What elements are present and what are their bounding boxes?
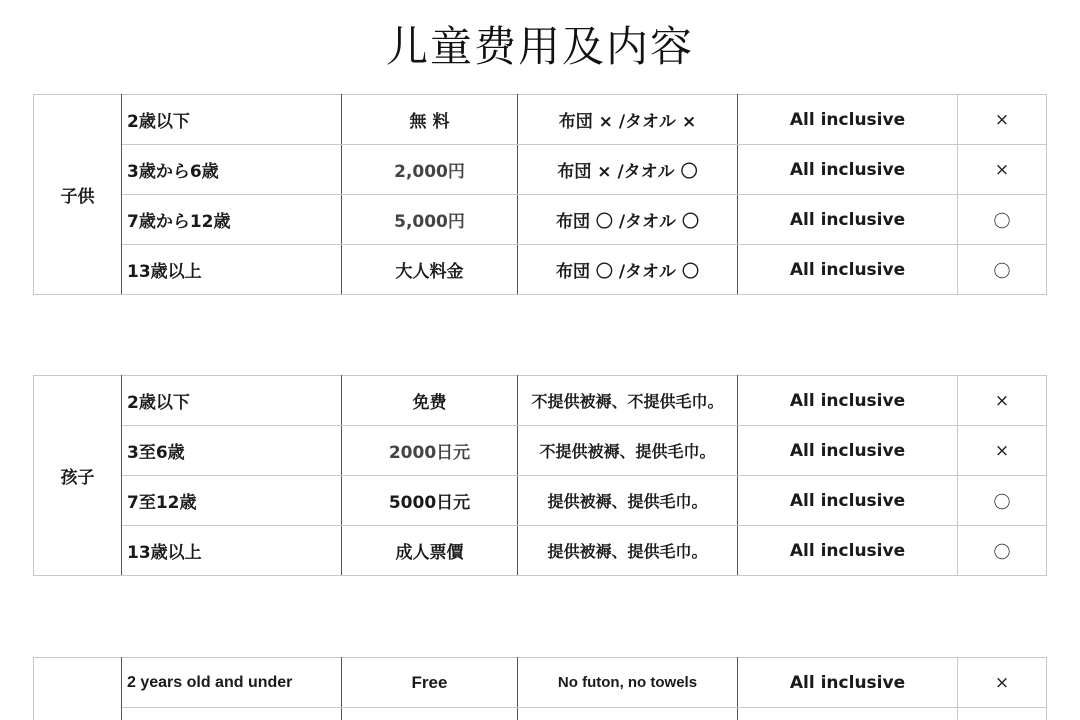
group-label: 子供 — [34, 95, 122, 295]
price-cell: 5,000円 — [342, 195, 518, 245]
mark-cell: 〇 — [958, 476, 1047, 526]
price-cell: 大人料金 — [342, 245, 518, 295]
price-cell: 5000日元 — [342, 476, 518, 526]
meal-cell: All inclusive — [738, 376, 958, 426]
price-cell — [342, 708, 518, 720]
meal-cell: All inclusive — [738, 476, 958, 526]
page-title: 儿童费用及内容 — [385, 22, 694, 71]
table-row — [34, 145, 1047, 195]
mark-cell: × — [958, 426, 1047, 476]
bedding-cell: 不提供被褥、不提供毛巾。 — [518, 376, 738, 426]
table-row — [34, 708, 1047, 720]
mark-cell: 〇 — [958, 245, 1047, 295]
mark-cell: × — [958, 145, 1047, 195]
mark-cell: × — [958, 95, 1047, 145]
fee-table-chinese — [33, 375, 1047, 576]
meal-cell: All inclusive — [738, 526, 958, 576]
age-cell: 2 years old and under — [122, 658, 342, 708]
mark-cell: 〇 — [958, 195, 1047, 245]
mark-cell: × — [958, 376, 1047, 426]
bedding-cell: 布団 × /タオル 〇 — [518, 145, 738, 195]
meal-cell: All inclusive — [738, 426, 958, 476]
age-cell: 3歳から6歳 — [122, 145, 342, 195]
bedding-cell — [518, 708, 738, 720]
mark-cell: 〇 — [958, 526, 1047, 576]
price-cell: 無 料 — [342, 95, 518, 145]
bedding-cell: 布団 〇 /タオル 〇 — [518, 245, 738, 295]
mark-cell — [958, 708, 1047, 720]
age-cell: 13歳以上 — [122, 526, 342, 576]
meal-cell: All inclusive — [738, 95, 958, 145]
age-cell: 3至6歳 — [122, 426, 342, 476]
price-cell: 2,000円 — [342, 145, 518, 195]
bedding-cell: No futon, no towels — [518, 658, 738, 708]
price-cell: Free — [342, 658, 518, 708]
bedding-cell: 提供被褥、提供毛巾。 — [518, 476, 738, 526]
age-cell: 7至12歳 — [122, 476, 342, 526]
meal-cell: All inclusive — [738, 145, 958, 195]
group-label — [34, 658, 122, 720]
age-cell: 2歳以下 — [122, 95, 342, 145]
age-cell: 2歳以下 — [122, 376, 342, 426]
table-row — [34, 245, 1047, 295]
fee-table-japanese — [33, 94, 1047, 295]
age-cell: 7歳から12歳 — [122, 195, 342, 245]
table-row — [34, 526, 1047, 576]
price-cell: 成人票價 — [342, 526, 518, 576]
group-label: 孩子 — [34, 376, 122, 576]
table-row — [34, 658, 1047, 708]
fee-table-english — [33, 657, 1047, 720]
meal-cell — [738, 708, 958, 720]
bedding-cell: 布団 〇 /タオル 〇 — [518, 195, 738, 245]
bedding-cell: 不提供被褥、提供毛巾。 — [518, 426, 738, 476]
meal-cell: All inclusive — [738, 245, 958, 295]
meal-cell: All inclusive — [738, 195, 958, 245]
age-cell — [122, 708, 342, 720]
bedding-cell: 提供被褥、提供毛巾。 — [518, 526, 738, 576]
bedding-cell: 布団 × /タオル × — [518, 95, 738, 145]
table-row — [34, 426, 1047, 476]
table-row — [34, 95, 1047, 145]
mark-cell: × — [958, 658, 1047, 708]
table-row — [34, 376, 1047, 426]
age-cell: 13歳以上 — [122, 245, 342, 295]
table-row — [34, 476, 1047, 526]
meal-cell: All inclusive — [738, 658, 958, 708]
table-row — [34, 195, 1047, 245]
price-cell: 免费 — [342, 376, 518, 426]
price-cell: 2000日元 — [342, 426, 518, 476]
